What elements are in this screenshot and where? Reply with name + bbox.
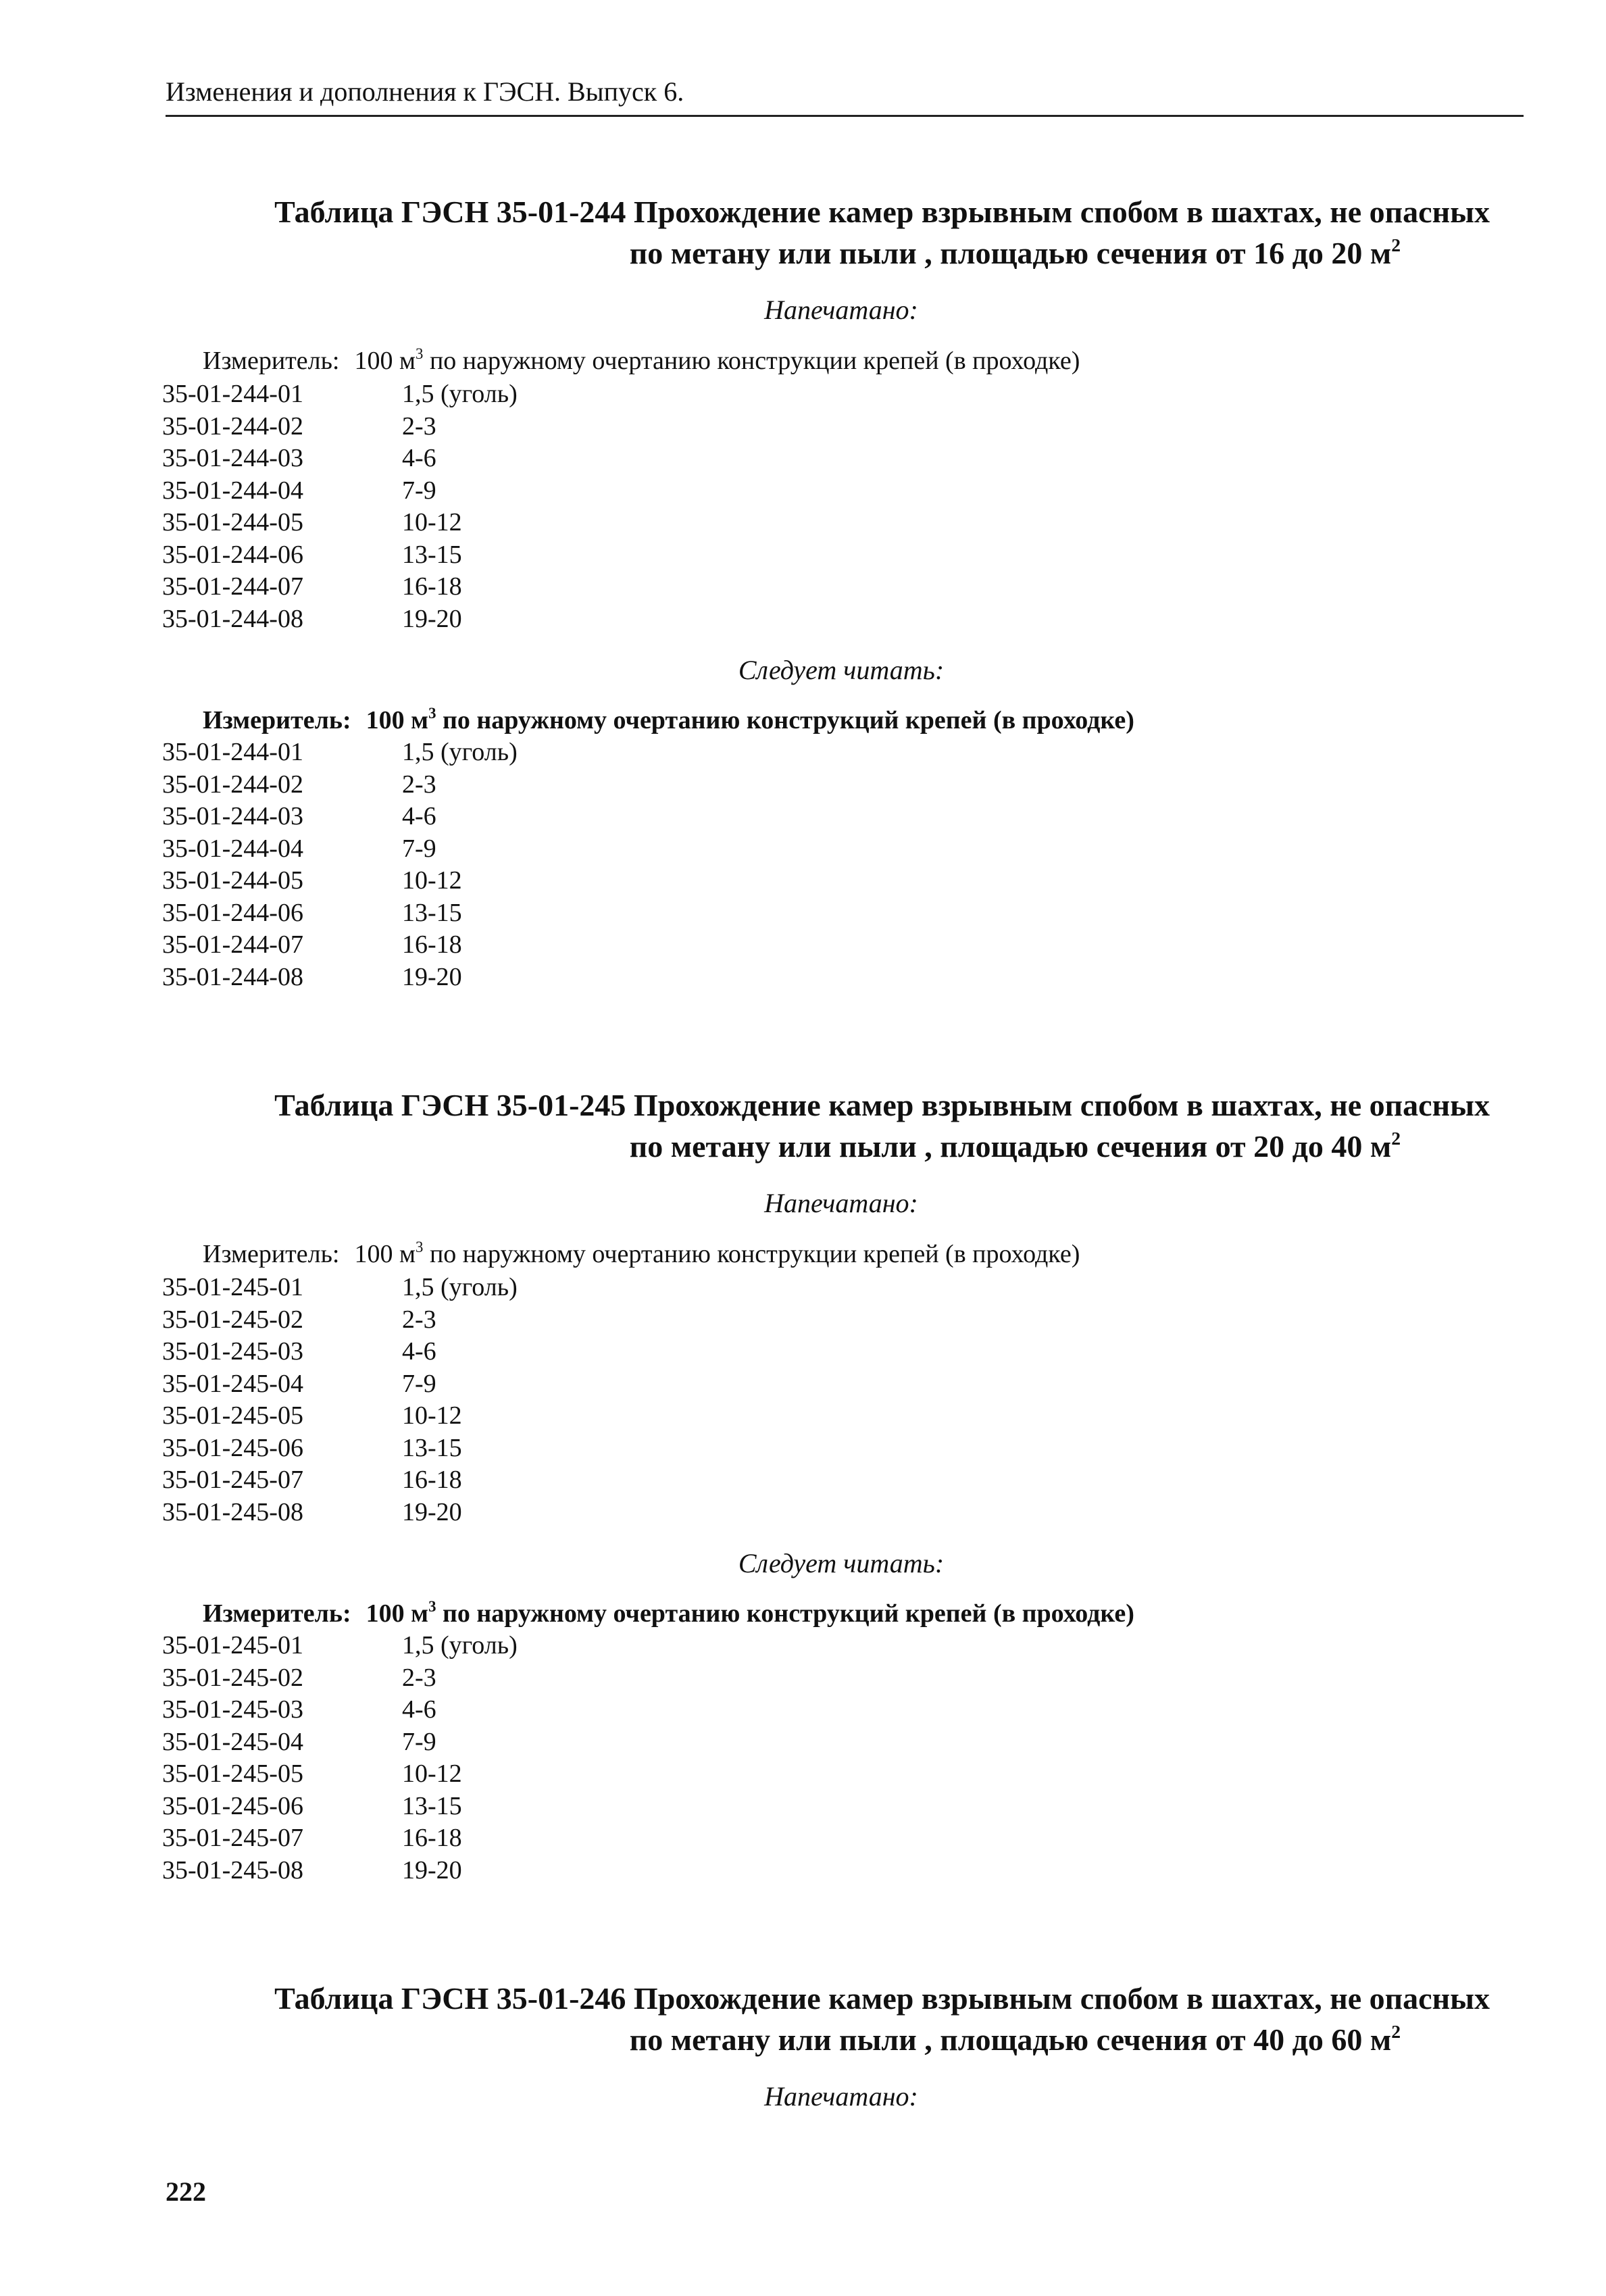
table-row: 35-01-244-02 2-3 xyxy=(162,411,436,441)
page-number: 222 xyxy=(166,2176,206,2207)
table-row: 35-01-244-08 19-20 xyxy=(162,604,462,633)
meter-line: Измеритель: 100 $м^3$ по наружному очертанию конструкции крепей (в проходке) xyxy=(203,1239,1080,1268)
table-row: 35-01-245-06 13-15 xyxy=(162,1433,462,1462)
table-row: 35-01-244-03 4-6 xyxy=(162,802,436,830)
table-row: 35-01-244-08 19-20 xyxy=(162,962,462,991)
table-title-line1: Таблица ГЭСН 35-01-246 Прохождение камер взрывным спобом в шахтах, не опасных xyxy=(274,1981,1490,2016)
table-row: 35-01-245-08 19-20 xyxy=(162,1855,462,1885)
table-title-line2: по метану или пыли , площадью сечения от 40 до 60 $м^2$ xyxy=(629,2021,1401,2057)
meter-line: Измеритель: 100 $м^3$ по наружному очертанию конструкций крепей (в проходке) xyxy=(203,1598,1134,1628)
table-row: 35-01-244-04 7-9 xyxy=(162,476,436,505)
table-title-line1: Таблица ГЭСН 35-01-244 Прохождение камер взрывным спобом в шахтах, не опасных xyxy=(274,195,1490,229)
table-row: 35-01-245-02 2-3 xyxy=(162,1305,436,1334)
table-row: 35-01-244-06 13-15 xyxy=(162,540,462,569)
table-title-line2: по метану или пыли , площадью сечения от 20 до 40 $м^2$ xyxy=(629,1128,1401,1164)
table-row: 35-01-244-01 1,5 (уголь) xyxy=(162,380,518,408)
printed-rows-list xyxy=(162,1272,973,1528)
correct-rows-list xyxy=(162,737,973,993)
table-row: 35-01-245-07 16-18 xyxy=(162,1466,462,1494)
correct-rows-list xyxy=(162,1630,973,1887)
table-row: 35-01-245-05 10-12 xyxy=(162,1760,462,1788)
meter-line: Измеритель: 100 $м^3$ по наружному очертанию конструкции крепей (в проходке) xyxy=(203,345,1080,375)
table-row: 35-01-245-01 1,5 (уголь) xyxy=(162,1273,518,1301)
table-row: 35-01-245-05 10-12 xyxy=(162,1401,462,1430)
table-row: 35-01-244-02 2-3 xyxy=(162,770,436,799)
printed-rows-list xyxy=(162,378,973,635)
printed-label: Напечатано: xyxy=(764,295,918,325)
table-row: 35-01-245-01 1,5 (уголь) xyxy=(162,1631,518,1659)
table-row: 35-01-244-01 1,5 (уголь) xyxy=(162,738,518,766)
printed-label: Напечатано: xyxy=(764,1188,918,1218)
table-row: 35-01-244-03 4-6 xyxy=(162,444,436,472)
table-row: 35-01-245-08 19-20 xyxy=(162,1497,462,1526)
table-row: 35-01-245-02 2-3 xyxy=(162,1663,436,1692)
should-read-label: Следует читать: xyxy=(738,655,945,685)
printed-label: Напечатано: xyxy=(764,2081,918,2112)
meter-line: Измеритель: 100 $м^3$ по наружному очертанию конструкций крепей (в проходке) xyxy=(203,705,1134,734)
table-row: 35-01-245-04 7-9 xyxy=(162,1727,436,1756)
table-row: 35-01-244-07 16-18 xyxy=(162,930,462,959)
table-row: 35-01-244-05 10-12 xyxy=(162,508,462,536)
table-row: 35-01-245-03 4-6 xyxy=(162,1337,436,1366)
table-row: 35-01-245-06 13-15 xyxy=(162,1791,462,1820)
should-read-label: Следует читать: xyxy=(738,1548,945,1578)
table-row: 35-01-244-06 13-15 xyxy=(162,898,462,927)
table-title-line2: по метану или пыли , площадью сечения от 16 до 20 $м^2$ xyxy=(629,234,1401,270)
running-header: Изменения и дополнения к ГЭСН. Выпуск 6. xyxy=(166,74,1524,117)
table-row: 35-01-245-03 4-6 xyxy=(162,1695,436,1724)
table-row: 35-01-244-04 7-9 xyxy=(162,834,436,863)
table-row: 35-01-244-07 16-18 xyxy=(162,572,462,601)
table-title-line1: Таблица ГЭСН 35-01-245 Прохождение камер взрывным спобом в шахтах, не опасных xyxy=(274,1088,1490,1122)
table-row: 35-01-244-05 10-12 xyxy=(162,866,462,895)
table-row: 35-01-245-04 7-9 xyxy=(162,1369,436,1398)
table-row: 35-01-245-07 16-18 xyxy=(162,1824,462,1852)
